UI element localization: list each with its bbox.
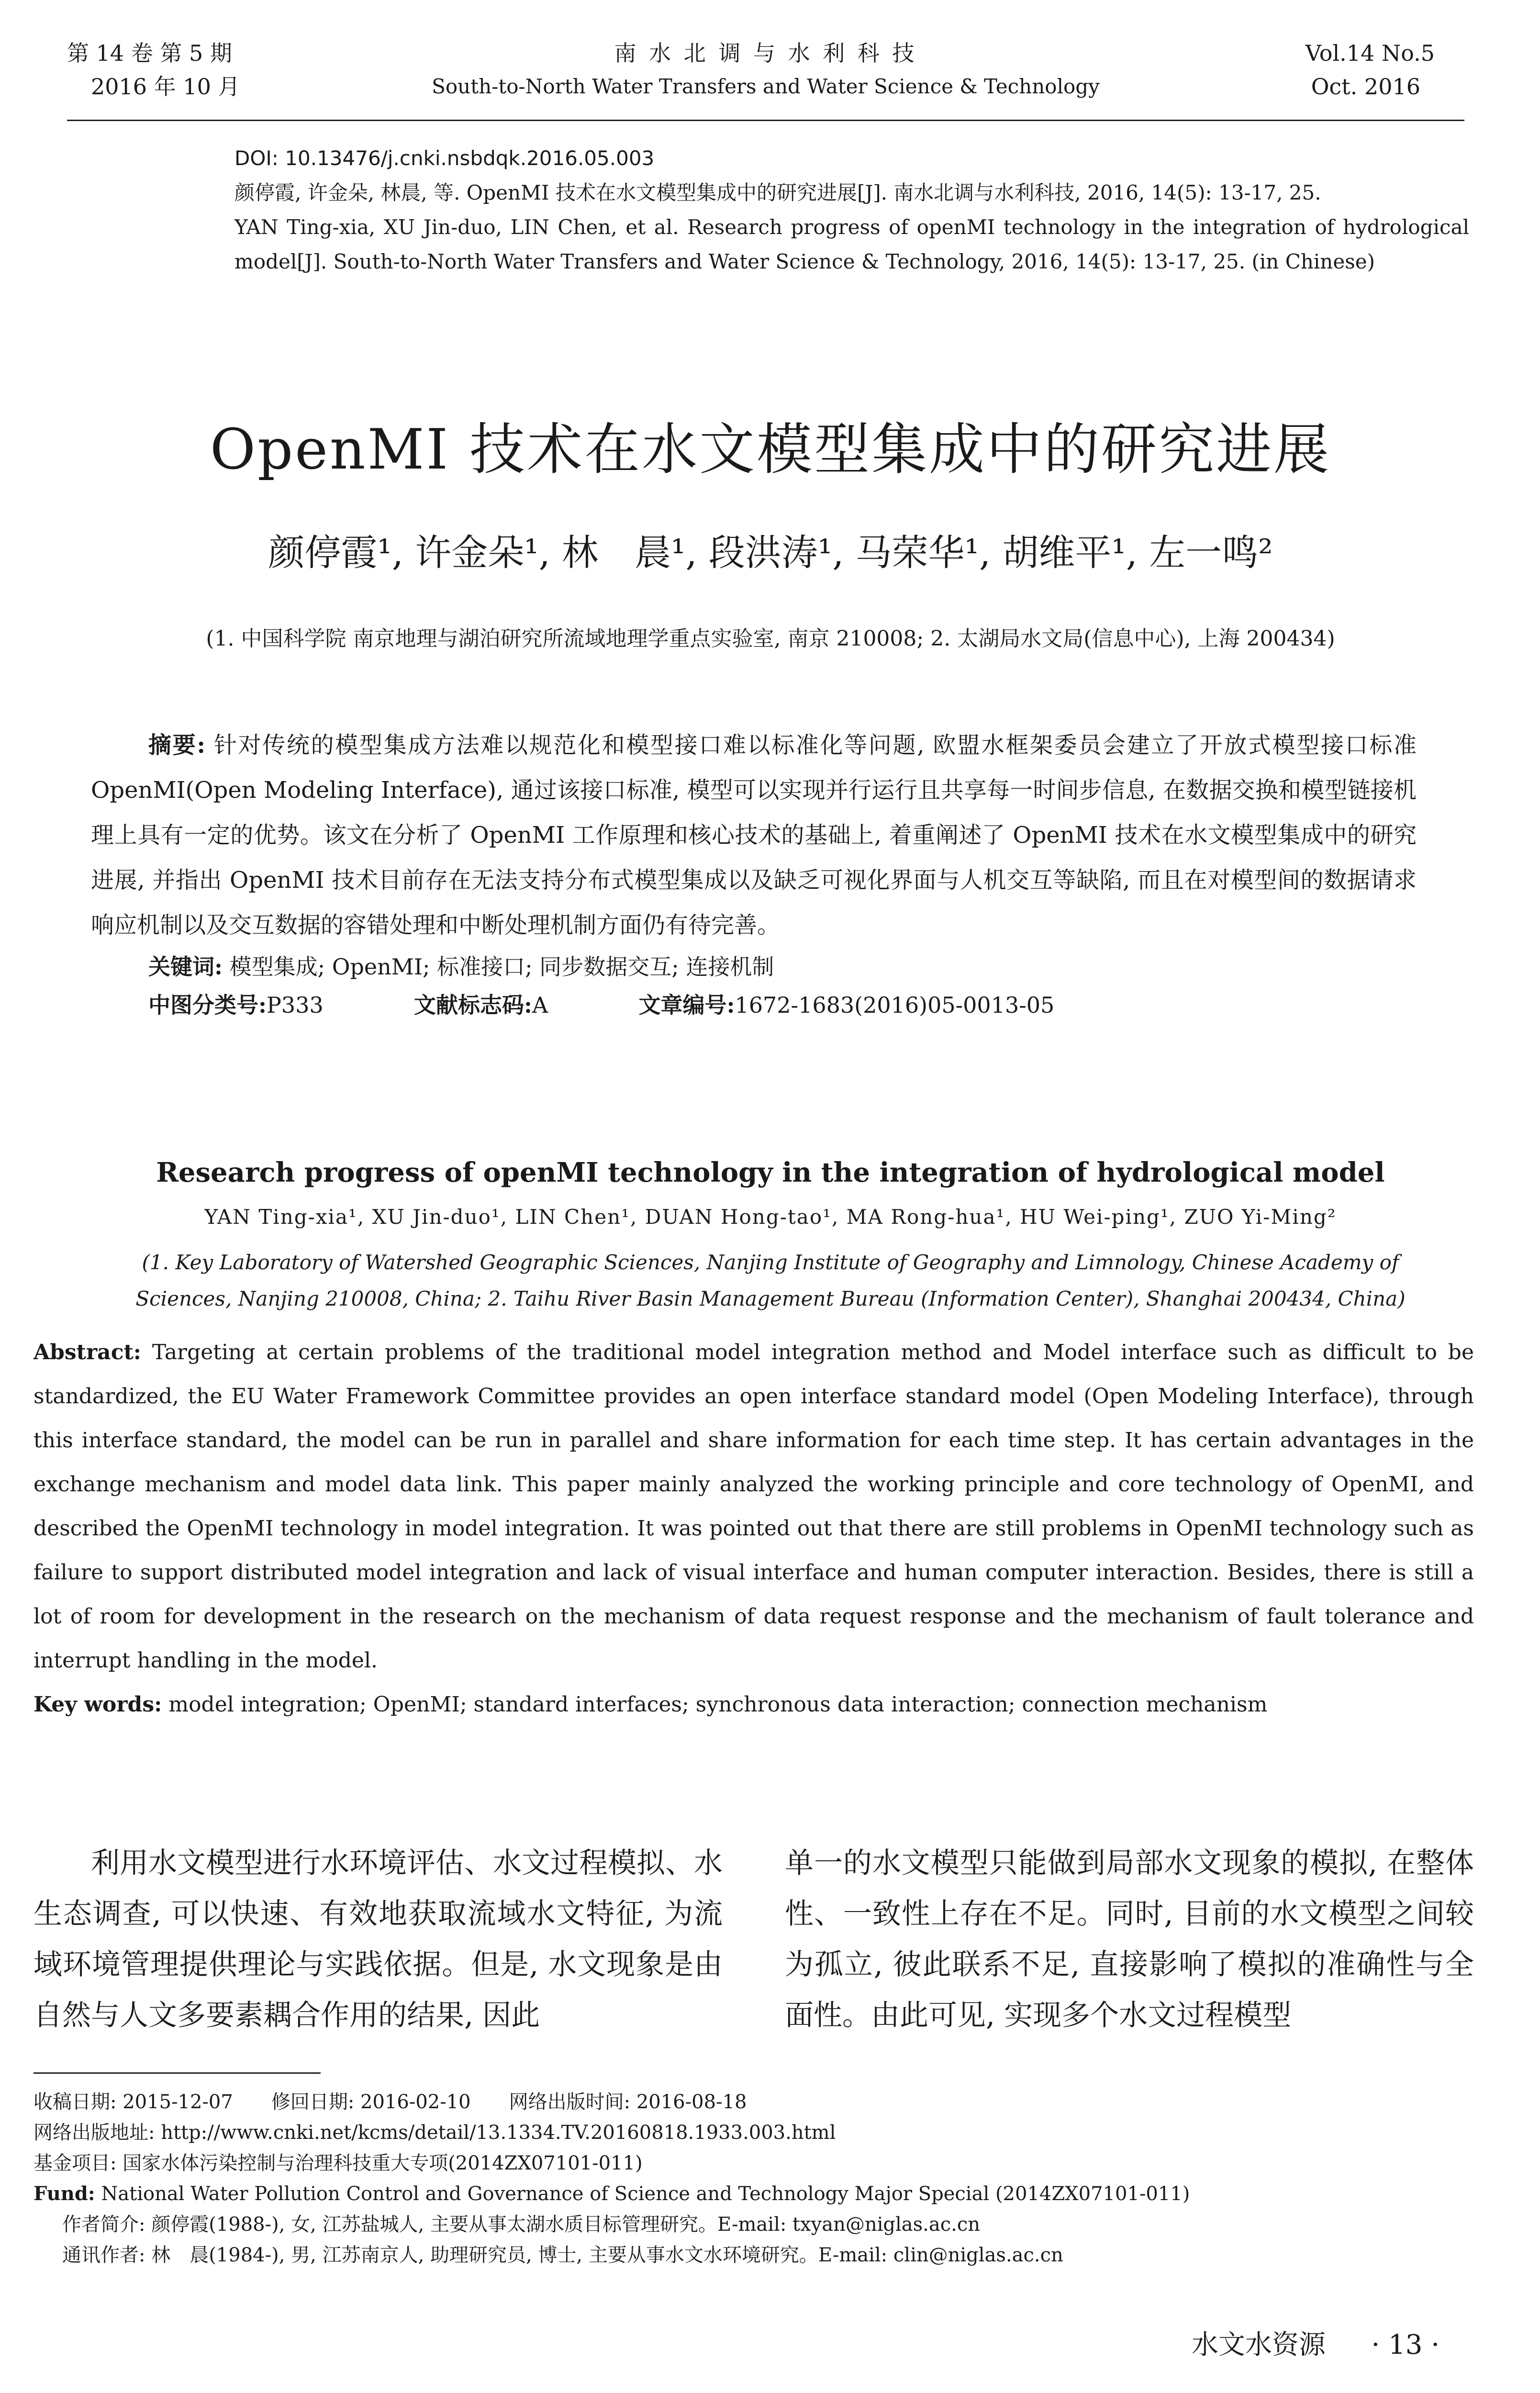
abstract-en — [33, 1331, 1474, 1727]
article-no-value: 1672-1683(2016)05-0013-05 — [735, 992, 1055, 1018]
header-rule — [67, 120, 1464, 121]
clc-label: 中图分类号: — [148, 992, 267, 1018]
body-paragraph-left: 利用水文模型进行水环境评估、水文过程模拟、水生态调查, 可以快速、有效地获取流域水文特征, 为流域环境管理提供理论与实践依据。但是, 水文现象是由自然与人文多要素耦合作用的结果, 因此 — [33, 1846, 723, 2032]
affiliation-cn: (1. 中国科学院 南京地理与湖泊研究所流域地理学重点实验室, 南京 210008; 2. 太湖局水文局(信息中心), 上海 200434) — [206, 626, 1335, 651]
footer-section: 水文水资源 — [1191, 2329, 1326, 2360]
footnote-fund-en — [33, 2179, 1474, 2209]
english-title: Research progress of openMI technology in the integration of hydrological model — [156, 1157, 1385, 1188]
keywords-en: model integration; OpenMI; standard interfaces; synchronous data interaction; connection mechanism — [168, 1692, 1268, 1717]
keywords-cn-label: 关键词: — [148, 954, 223, 980]
abstract-cn — [91, 723, 1417, 1024]
header-date-cn: 2016 年 10 月 — [91, 74, 240, 100]
page-number: · 13 · — [1371, 2329, 1440, 2360]
footnote-fund-cn: 基金项目: 国家水体污染控制与治理科技重大专项(2014ZX07101-011) — [33, 2152, 643, 2174]
keywords-cn: 模型集成; OpenMI; 标准接口; 同步数据交互; 连接机制 — [229, 954, 774, 980]
journal-title-cn: 南 水 北 调 与 水 利 科 技 — [614, 40, 917, 66]
citation-block — [234, 141, 1469, 279]
body-paragraph-right: 单一的水文模型只能做到局部水文现象的模拟, 在整体性、一致性上存在不足。同时, 目前的水文模型之间较为孤立, 彼此联系不足, 直接影响了模拟的准确性与全面性。由此可见, 实现多个水文过程模型 — [785, 1846, 1474, 2032]
citation-en: YAN Ting-xia, XU Jin-duo, LIN Chen, et al. Research progress of openMI technology in the integration of hydrological model[J]. South-to-North Water Transfers and Water Science & Technology, 2016, 14(5): 13-17, 25. (in Chinese) — [234, 215, 1469, 273]
citation-cn: 颜停霞, 许金朵, 林晨, 等. OpenMI 技术在水文模型集成中的研究进展[J]. 南水北调与水利科技, 2016, 14(5): 13-17, 25. — [234, 181, 1321, 204]
doccode-value: A — [532, 992, 548, 1018]
footnote-rule — [33, 2072, 321, 2074]
authors-cn: 颜停霞¹, 许金朵¹, 林 晨¹, 段洪涛¹, 马荣华¹, 胡维平¹, 左一鸣² — [268, 531, 1273, 574]
footnote-url: 网络出版地址: http://www.cnki.net/kcms/detail/13.1334.TV.20160818.1933.003.html — [33, 2122, 836, 2144]
header-volume-en: Vol.14 No.5 — [1305, 40, 1435, 66]
english-authors: YAN Ting-xia¹, XU Jin-duo¹, LIN Chen¹, DUAN Hong-tao¹, MA Rong-hua¹, HU Wei-ping¹, ZUO Yi-Ming² — [204, 1205, 1337, 1229]
header-date-en: Oct. 2016 — [1311, 74, 1420, 100]
header-volume-cn: 第 14 卷 第 5 期 — [67, 40, 232, 66]
article-no-label: 文章编号: — [638, 992, 735, 1018]
clc-value: P333 — [266, 992, 324, 1018]
footnote-dates: 收稿日期: 2015-12-07 修回日期: 2016-02-10 网络出版时间: 2016-08-18 — [33, 2091, 747, 2113]
fund-en-text: National Water Pollution Control and Governance of Science and Technology Major Special (2014ZX07101-011) — [101, 2183, 1190, 2205]
doi: DOI: 10.13476/j.cnki.nsbdqk.2016.05.003 — [234, 146, 655, 170]
fund-en-label: Fund: — [33, 2182, 95, 2205]
abstract-cn-label: 摘要: — [148, 732, 206, 759]
english-affiliation — [67, 1244, 1474, 1317]
keywords-en-label: Key words: — [33, 1692, 162, 1717]
english-affiliation-line-1: (1. Key Laboratory of Watershed Geographic Sciences, Nanjing Institute of Geography and Limnology, Chinese Academy of — [142, 1251, 1399, 1274]
body-column-right — [785, 1838, 1474, 2041]
journal-title-en: South-to-North Water Transfers and Water Science & Technology — [432, 75, 1100, 98]
abstract-cn-text: 针对传统的模型集成方法难以规范化和模型接口难以标准化等问题, 欧盟水框架委员会建立了开放式模型接口标准 OpenMI(Open Modeling Interface), 通过该接口标准, 模型可以实现并行运行且共享每一时间步信息, 在数据交换和模型链接机理上具有一定的优势。该文在分析了 OpenMI 工作原理和核心技术的基础上, 着重阐述了 OpenMI 技术在水文模型集成中的研究进展, 并指出 OpenMI 技术目前存在无法支持分布式模型集成以及缺乏可视化界面与人机交互等缺陷, 而且在对模型间的数据请求响应机制以及交互数据的容错处理和中断处理机制方面仍有待完善。 — [91, 732, 1417, 939]
page-title: OpenMI 技术在水文模型集成中的研究进展 — [210, 417, 1331, 482]
footnote-author-2: 通讯作者: 林 晨(1984-), 男, 江苏南京人, 助理研究员, 博士, 主要从事水文水环境研究。E-mail: clin@niglas.ac.cn — [62, 2244, 1063, 2266]
english-affiliation-line-2: Sciences, Nanjing 210008, China; 2. Taihu River Basin Management Bureau (Information Center), Shanghai 200434, China) — [135, 1287, 1406, 1310]
classification-line — [91, 986, 1417, 1024]
footnotes — [33, 2087, 1474, 2270]
page-footer — [1192, 2326, 1440, 2364]
keywords-cn-line — [91, 948, 1417, 986]
abstract-en-label: Abstract: — [33, 1340, 142, 1364]
footnote-author-1: 作者简介: 颜停霞(1988-), 女, 江苏盐城人, 主要从事太湖水质目标管理研究。E-mail: txyan@niglas.ac.cn — [62, 2214, 981, 2236]
body-column-left — [33, 1838, 723, 2041]
abstract-en-text: Targeting at certain problems of the traditional model integration method and Model interface such as difficult to be standardized, the EU Water Framework Committee provides an open interface standard model (Open Modeling Interface), through this interface standard, the model can be run in parallel and share information for each time step. It has certain advantages in the exchange mechanism and model data link. This paper mainly analyzed the working principle and core technology of OpenMI, and described the OpenMI technology in model integration. It was pointed out that there are still problems in OpenMI technology such as failure to support distributed model integration and lack of visual interface and human computer interaction. Besides, there is still a lot of room for development in the research on the mechanism of data request response and the mechanism of fault tolerance and interrupt handling in the model. — [33, 1340, 1474, 1673]
doccode-label: 文献标志码: — [414, 992, 532, 1018]
